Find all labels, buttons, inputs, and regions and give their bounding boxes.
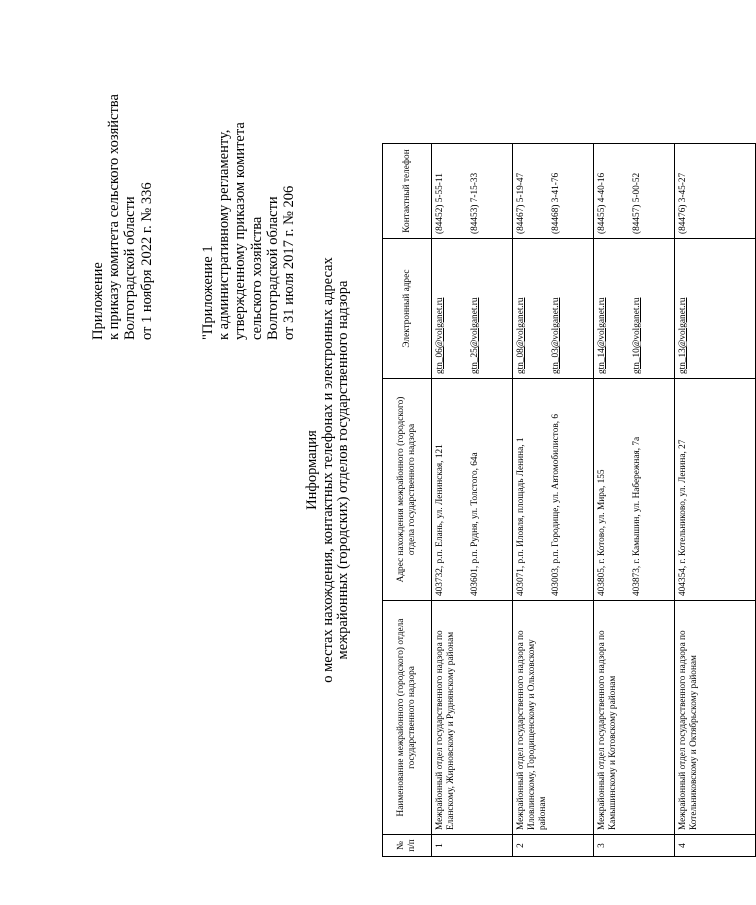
address-cell — [594, 379, 675, 601]
col-header-address: Адрес нахождения межрайонного (городского) отдела государственного надзора — [383, 379, 432, 601]
address-text: 404354, г. Котельниково, ул. Ленина, 27 — [678, 439, 688, 596]
email-link[interactable]: gtn_14@volganet.ru — [597, 297, 607, 374]
phone-cell — [513, 144, 594, 239]
address-cell — [675, 379, 756, 601]
email-link[interactable]: gtn_08@volganet.ru — [516, 297, 526, 374]
appendix1-line: Волгоградской области — [264, 196, 281, 340]
department-name: Межрайонный отдел государственного надзора по Еланскому, Жирновскому и Руднянскому районам — [432, 601, 513, 835]
address-text: 403071, р.п. Иловля, площадь Ленина, 1 — [516, 437, 526, 596]
email-cell — [513, 239, 594, 379]
col-header-name: Наименование межрайонного (городского) отдела государственного надзора — [383, 601, 432, 835]
phone-text: (84457) 5-00-52 — [632, 172, 642, 234]
phone-text: (84468) 3-41-76 — [551, 172, 561, 234]
appendix1-line: утвержденному приказом комитета — [232, 122, 249, 340]
phone-text: (84467) 5-19-47 — [516, 172, 526, 234]
email-link[interactable]: gtn_03@volganet.ru — [551, 297, 561, 374]
appendix1-header — [200, 122, 297, 340]
departments-table — [382, 143, 756, 857]
phone-text: (84453) 7-15-33 — [470, 172, 480, 234]
email-link[interactable]: gtn_10@volganet.ru — [632, 297, 642, 374]
table-row — [675, 144, 756, 857]
col-header-email: Электронный адрес — [383, 239, 432, 379]
email-link[interactable]: gtn_06@volganet.ru — [435, 297, 445, 374]
appendix1-line: к административному регламенту, — [216, 129, 233, 340]
row-number: 3 — [594, 835, 675, 857]
phone-cell — [594, 144, 675, 239]
row-number: 1 — [432, 835, 513, 857]
title-line: межрайонных (городских) отделов государственного надзора — [335, 280, 351, 660]
department-name: Межрайонный отдел государственного надзора по Котельниковскому и Октябрьскому районам — [675, 601, 756, 835]
title-line: Информация — [304, 430, 320, 510]
col-header-num: № п/п — [383, 835, 432, 857]
appendix-line: Приложение — [90, 262, 106, 340]
table-row — [513, 144, 594, 857]
col-header-phone: Контактный телефон — [383, 144, 432, 239]
address-cell — [513, 379, 594, 601]
phone-text: (84452) 5-55-11 — [435, 173, 445, 234]
appendix1-line: сельского хозяйства — [248, 216, 265, 340]
row-number: 2 — [513, 835, 594, 857]
appendix1-line: от 31 июля 2017 г. № 206 — [281, 185, 298, 340]
address-text: 403873, г. Камышин, ул. Набережная, 7а — [632, 436, 642, 596]
document-title — [305, 235, 352, 705]
address-text: 403601, р.п. Рудня, ул. Толстого, 64а — [470, 452, 480, 596]
row-number: 4 — [675, 835, 756, 857]
table-header-row — [383, 144, 432, 857]
phone-text: (84455) 4-40-16 — [597, 172, 607, 234]
appendix1-line: "Приложение 1 — [200, 245, 216, 340]
title-line: о местах нахождения, контактных телефонах и электронных адресах — [319, 257, 336, 683]
appendix-line: от 1 ноября 2022 г. № 336 — [138, 182, 155, 340]
department-name: Межрайонный отдел государственного надзора по Камышинскому и Котовскому районам — [594, 601, 675, 835]
table-row — [594, 144, 675, 857]
email-cell — [594, 239, 675, 379]
email-link[interactable]: gtn_13@volganet.ru — [678, 297, 688, 374]
table-row — [432, 144, 513, 857]
appendix-line: Волгоградской области — [122, 196, 139, 340]
address-text: 403805, г. Котово, ул. Мира, 155 — [597, 469, 607, 596]
address-cell — [432, 379, 513, 601]
phone-text: (84476) 3-45-27 — [678, 172, 688, 234]
email-link[interactable]: gtn_25@volganet.ru — [470, 297, 480, 374]
email-cell — [675, 239, 756, 379]
phone-cell — [675, 144, 756, 239]
address-text: 403732, р.п. Елань, ул. Ленинская, 121 — [435, 444, 445, 596]
email-cell — [432, 239, 513, 379]
phone-cell — [432, 144, 513, 239]
appendix-line: к приказу комитета сельского хозяйства — [106, 94, 123, 340]
appendix-header — [90, 94, 155, 340]
address-text: 403003, р.п. Городище, ул. Автомобилистов, 6 — [551, 413, 561, 596]
department-name: Межрайонный отдел государственного надзора по Иловлинскому, Городищенскому и Ольховскому районам — [513, 601, 594, 835]
